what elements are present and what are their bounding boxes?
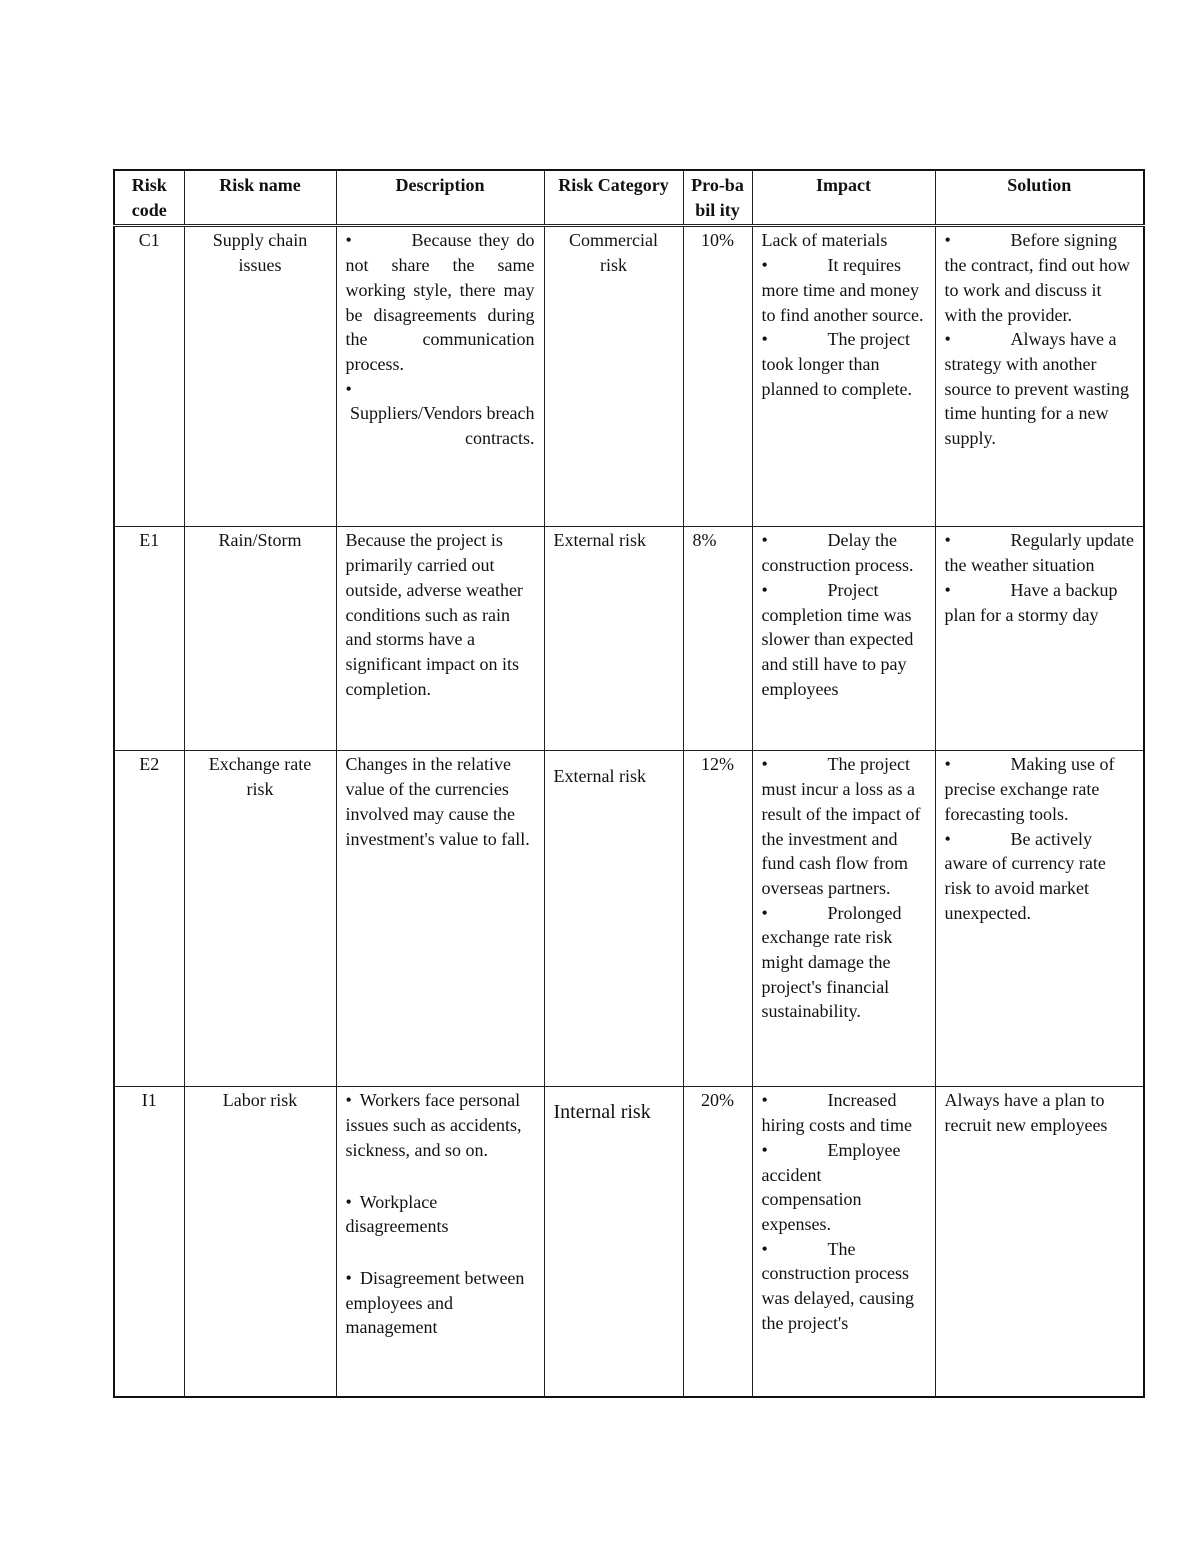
probability-cell: 20% bbox=[683, 1087, 752, 1398]
probability-cell: 8% bbox=[683, 527, 752, 751]
header-risk-category: Risk Category bbox=[544, 170, 683, 226]
bullet-item: • The project must incur a loss as a result of the impact of the investment and fund cash flow from overseas partners. bbox=[761, 754, 921, 898]
bullet-item: • Before signing the contract, find out how to work and discuss it with the provider. bbox=[944, 230, 1130, 325]
bullet-item: • The construction process was delayed, causing the project's bbox=[761, 1238, 914, 1333]
table-row bbox=[114, 226, 1144, 527]
bullet-icon: • bbox=[944, 828, 951, 849]
table-row bbox=[114, 1087, 1144, 1398]
bullet-icon: • bbox=[944, 230, 951, 251]
risk-code-cell: E1 bbox=[114, 527, 184, 751]
risk-code-cell: C1 bbox=[114, 226, 184, 527]
bullet-icon: • bbox=[761, 1139, 768, 1160]
bullet-icon: • bbox=[345, 378, 352, 399]
risk-register-table bbox=[113, 169, 1145, 1398]
bullet-icon: • bbox=[944, 579, 951, 600]
risk-name-cell: Rain/Storm bbox=[184, 527, 336, 751]
header-row bbox=[114, 170, 1144, 226]
solution-cell: Always have a plan to recruit new employees bbox=[935, 1087, 1144, 1398]
header-probability: Pro-babil ity bbox=[683, 170, 752, 226]
header-risk-code: Risk code bbox=[114, 170, 184, 226]
bullet-item: • Workplace disagreements bbox=[345, 1191, 449, 1237]
description-cell: Because the project is primarily carried out outside, adverse weather conditions such as rain and storms have a significant impact on its completion. bbox=[336, 527, 544, 751]
description-cell bbox=[336, 226, 544, 527]
bullet-item: • Have a backup plan for a stormy day bbox=[944, 579, 1118, 625]
risk-code-cell: I1 bbox=[114, 1087, 184, 1398]
risk-name-cell: Labor risk bbox=[184, 1087, 336, 1398]
impact-cell bbox=[752, 751, 935, 1087]
bullet-icon: • bbox=[761, 1238, 768, 1259]
bullet-item: • Making use of precise exchange rate forecasting tools. bbox=[944, 754, 1115, 824]
impact-cell bbox=[752, 1087, 935, 1398]
header-solution: Solution bbox=[935, 170, 1144, 226]
table-row bbox=[114, 527, 1144, 751]
bullet-icon: • bbox=[761, 754, 768, 775]
probability-cell: 10% bbox=[683, 226, 752, 527]
risk-name-cell: Supply chain issues bbox=[184, 226, 336, 527]
table-row bbox=[114, 751, 1144, 1087]
risk-category-cell: External risk bbox=[544, 527, 683, 751]
bullet-item: • Increased hiring costs and time bbox=[761, 1090, 912, 1136]
probability-cell: 12% bbox=[683, 751, 752, 1087]
bullet-item: • Prolonged exchange rate risk might damage the project's financial sustainability. bbox=[761, 902, 902, 1022]
description-cell: Changes in the relative value of the currencies involved may cause the investment's value to fall. bbox=[336, 751, 544, 1087]
risk-category-cell: Commercial risk bbox=[544, 226, 683, 527]
impact-intro: Lack of materials bbox=[761, 230, 888, 251]
bullet-item: • Project completion time was slower than expected and still have to pay employees bbox=[761, 579, 914, 699]
bullet-icon: • bbox=[761, 579, 768, 600]
bullet-item: • Regularly update the weather situation bbox=[944, 530, 1134, 576]
bullet-icon: • bbox=[761, 255, 768, 276]
solution-cell bbox=[935, 751, 1144, 1087]
impact-cell bbox=[752, 527, 935, 751]
bullet-icon: • bbox=[345, 1090, 352, 1111]
header-description: Description bbox=[336, 170, 544, 226]
description-cell bbox=[336, 1087, 544, 1398]
bullet-icon: • bbox=[761, 1090, 768, 1111]
bullet-icon: • bbox=[944, 329, 951, 350]
risk-category-cell: External risk bbox=[544, 751, 683, 1087]
bullet-item: • Suppliers/Vendors breach contracts. bbox=[345, 378, 535, 449]
bullet-item: • Employee accident compensation expenses. bbox=[761, 1139, 901, 1234]
bullet-icon: • bbox=[345, 230, 352, 251]
bullet-icon: • bbox=[345, 1267, 352, 1288]
bullet-icon: • bbox=[944, 530, 951, 551]
header-risk-name: Risk name bbox=[184, 170, 336, 226]
risk-category-cell: Internal risk bbox=[544, 1087, 683, 1398]
solution-cell bbox=[935, 226, 1144, 527]
risk-code-cell: E2 bbox=[114, 751, 184, 1087]
risk-name-cell: Exchange rate risk bbox=[184, 751, 336, 1087]
header-impact: Impact bbox=[752, 170, 935, 226]
bullet-item: • Be actively aware of currency rate risk to avoid market unexpected. bbox=[944, 828, 1106, 923]
solution-cell bbox=[935, 527, 1144, 751]
bullet-icon: • bbox=[345, 1191, 352, 1212]
bullet-item: • Always have a strategy with another source to prevent wasting time hunting for a new supply. bbox=[944, 329, 1129, 449]
bullet-icon: • bbox=[944, 754, 951, 775]
bullet-item: • The project took longer than planned to complete. bbox=[761, 329, 912, 399]
impact-cell bbox=[752, 226, 935, 527]
bullet-icon: • bbox=[761, 530, 768, 551]
bullet-item: • Disagreement between employees and management bbox=[345, 1267, 525, 1338]
bullet-item: • It requires more time and money to find another source. bbox=[761, 255, 924, 325]
bullet-item: • Workers face personal issues such as accidents, sickness, and so on. bbox=[345, 1090, 522, 1160]
bullet-item: • Delay the construction process. bbox=[761, 530, 914, 576]
bullet-icon: • bbox=[761, 329, 768, 350]
bullet-icon: • bbox=[761, 902, 768, 923]
bullet-item: • Because they do not share the same working style, there may be disagreements during the communication process. bbox=[345, 230, 535, 374]
